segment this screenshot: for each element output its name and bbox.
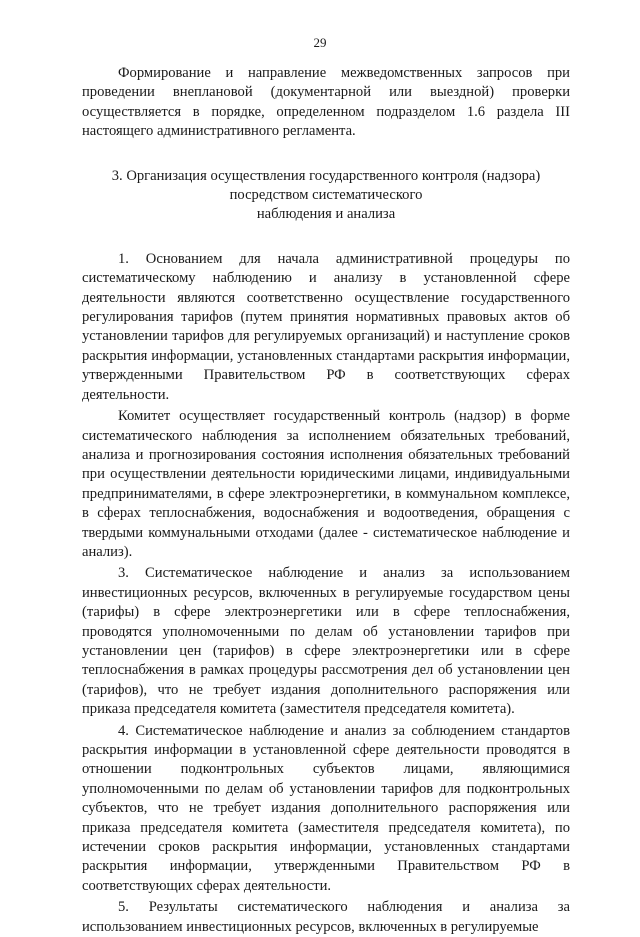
document-body [82, 64, 570, 937]
spacer [82, 225, 570, 250]
paragraph-3: 3. Систематическое наблюдение и анализ за использованием инвестиционных ресурсов, включенных в регулируемые государством цены (тарифы) в сфере электроэнергетики или в сфере теплоснабжения, проводятся уполномоченными по делам об установлении тарифов при установлении цен (тарифов) в сфере электроэнергетики или в сфере теплоснабжения в рамках процедуры рассмотрения дел об установлении цен (тарифов), что не требует издания дополнительного распоряжения или приказа председателя комитета (заместителя председателя комитета). [82, 565, 570, 718]
section-title-line: посредством систематического [229, 187, 423, 204]
paragraph-1: 1. Основанием для начала административной процедуры по систематическому наблюдению и анализу в установленной сфере деятельности являются соответственно осуществление государственного регулирования тарифов (путем принятия нормативных правовых актов об установлении тарифов для регулируемых организаций) и наступление сроков раскрытия информации, установленных стандартами раскрытия информации, утвержденными Правительством РФ в соответствующих сферах деятельности. [82, 250, 570, 403]
section-title [82, 167, 570, 225]
page-number: 29 [313, 35, 327, 50]
paragraph-5: 5. Результаты систематического наблюдения и анализа за использованием инвестиционных ресурсов, включенных в регулируемые [82, 899, 570, 935]
section-title-line: наблюдения и анализа [256, 206, 396, 223]
paragraph-committee: Комитет осуществляет государственный контроль (надзор) в форме систематического наблюдения за исполнением обязательных требований, анализа и прогнозирования состояния исполнения обязательных требований при осуществлении деятельности юридическими лицами, индивидуальными предпринимателями, в сфере электроэнергетики, в коммунальном комплексе, в сферах теплоснабжения, водоснабжения и водоотведения, обращения с твердыми коммунальными отходами (далее - систематическое наблюдение и анализ). [82, 408, 570, 560]
spacer [82, 142, 570, 167]
intro-paragraph: Формирование и направление межведомственных запросов при проведении внеплановой (документарной или выездной) проверки осуществляется в порядке, определенном подразделом 1.6 раздела III настоящего административного регламента. [82, 65, 570, 140]
section-title-line: 3. Организация осуществления государственного контроля (надзора) [111, 167, 541, 184]
paragraph-4: 4. Систематическое наблюдение и анализ за соблюдением стандартов раскрытия информации в установленной сфере деятельности проводятся в отношении подконтрольных субъектов лицами, являющимися уполномоченными по делам об установлении тарифов для подконтрольных субъектов, что не требует издания дополнительного распоряжения или приказа председателя комитета (заместителя председателя комитета), по истечении сроков раскрытия информации, установленных стандартами раскрытия информации, утвержденными Правительством РФ в соответствующих сферах деятельности. [82, 722, 570, 894]
